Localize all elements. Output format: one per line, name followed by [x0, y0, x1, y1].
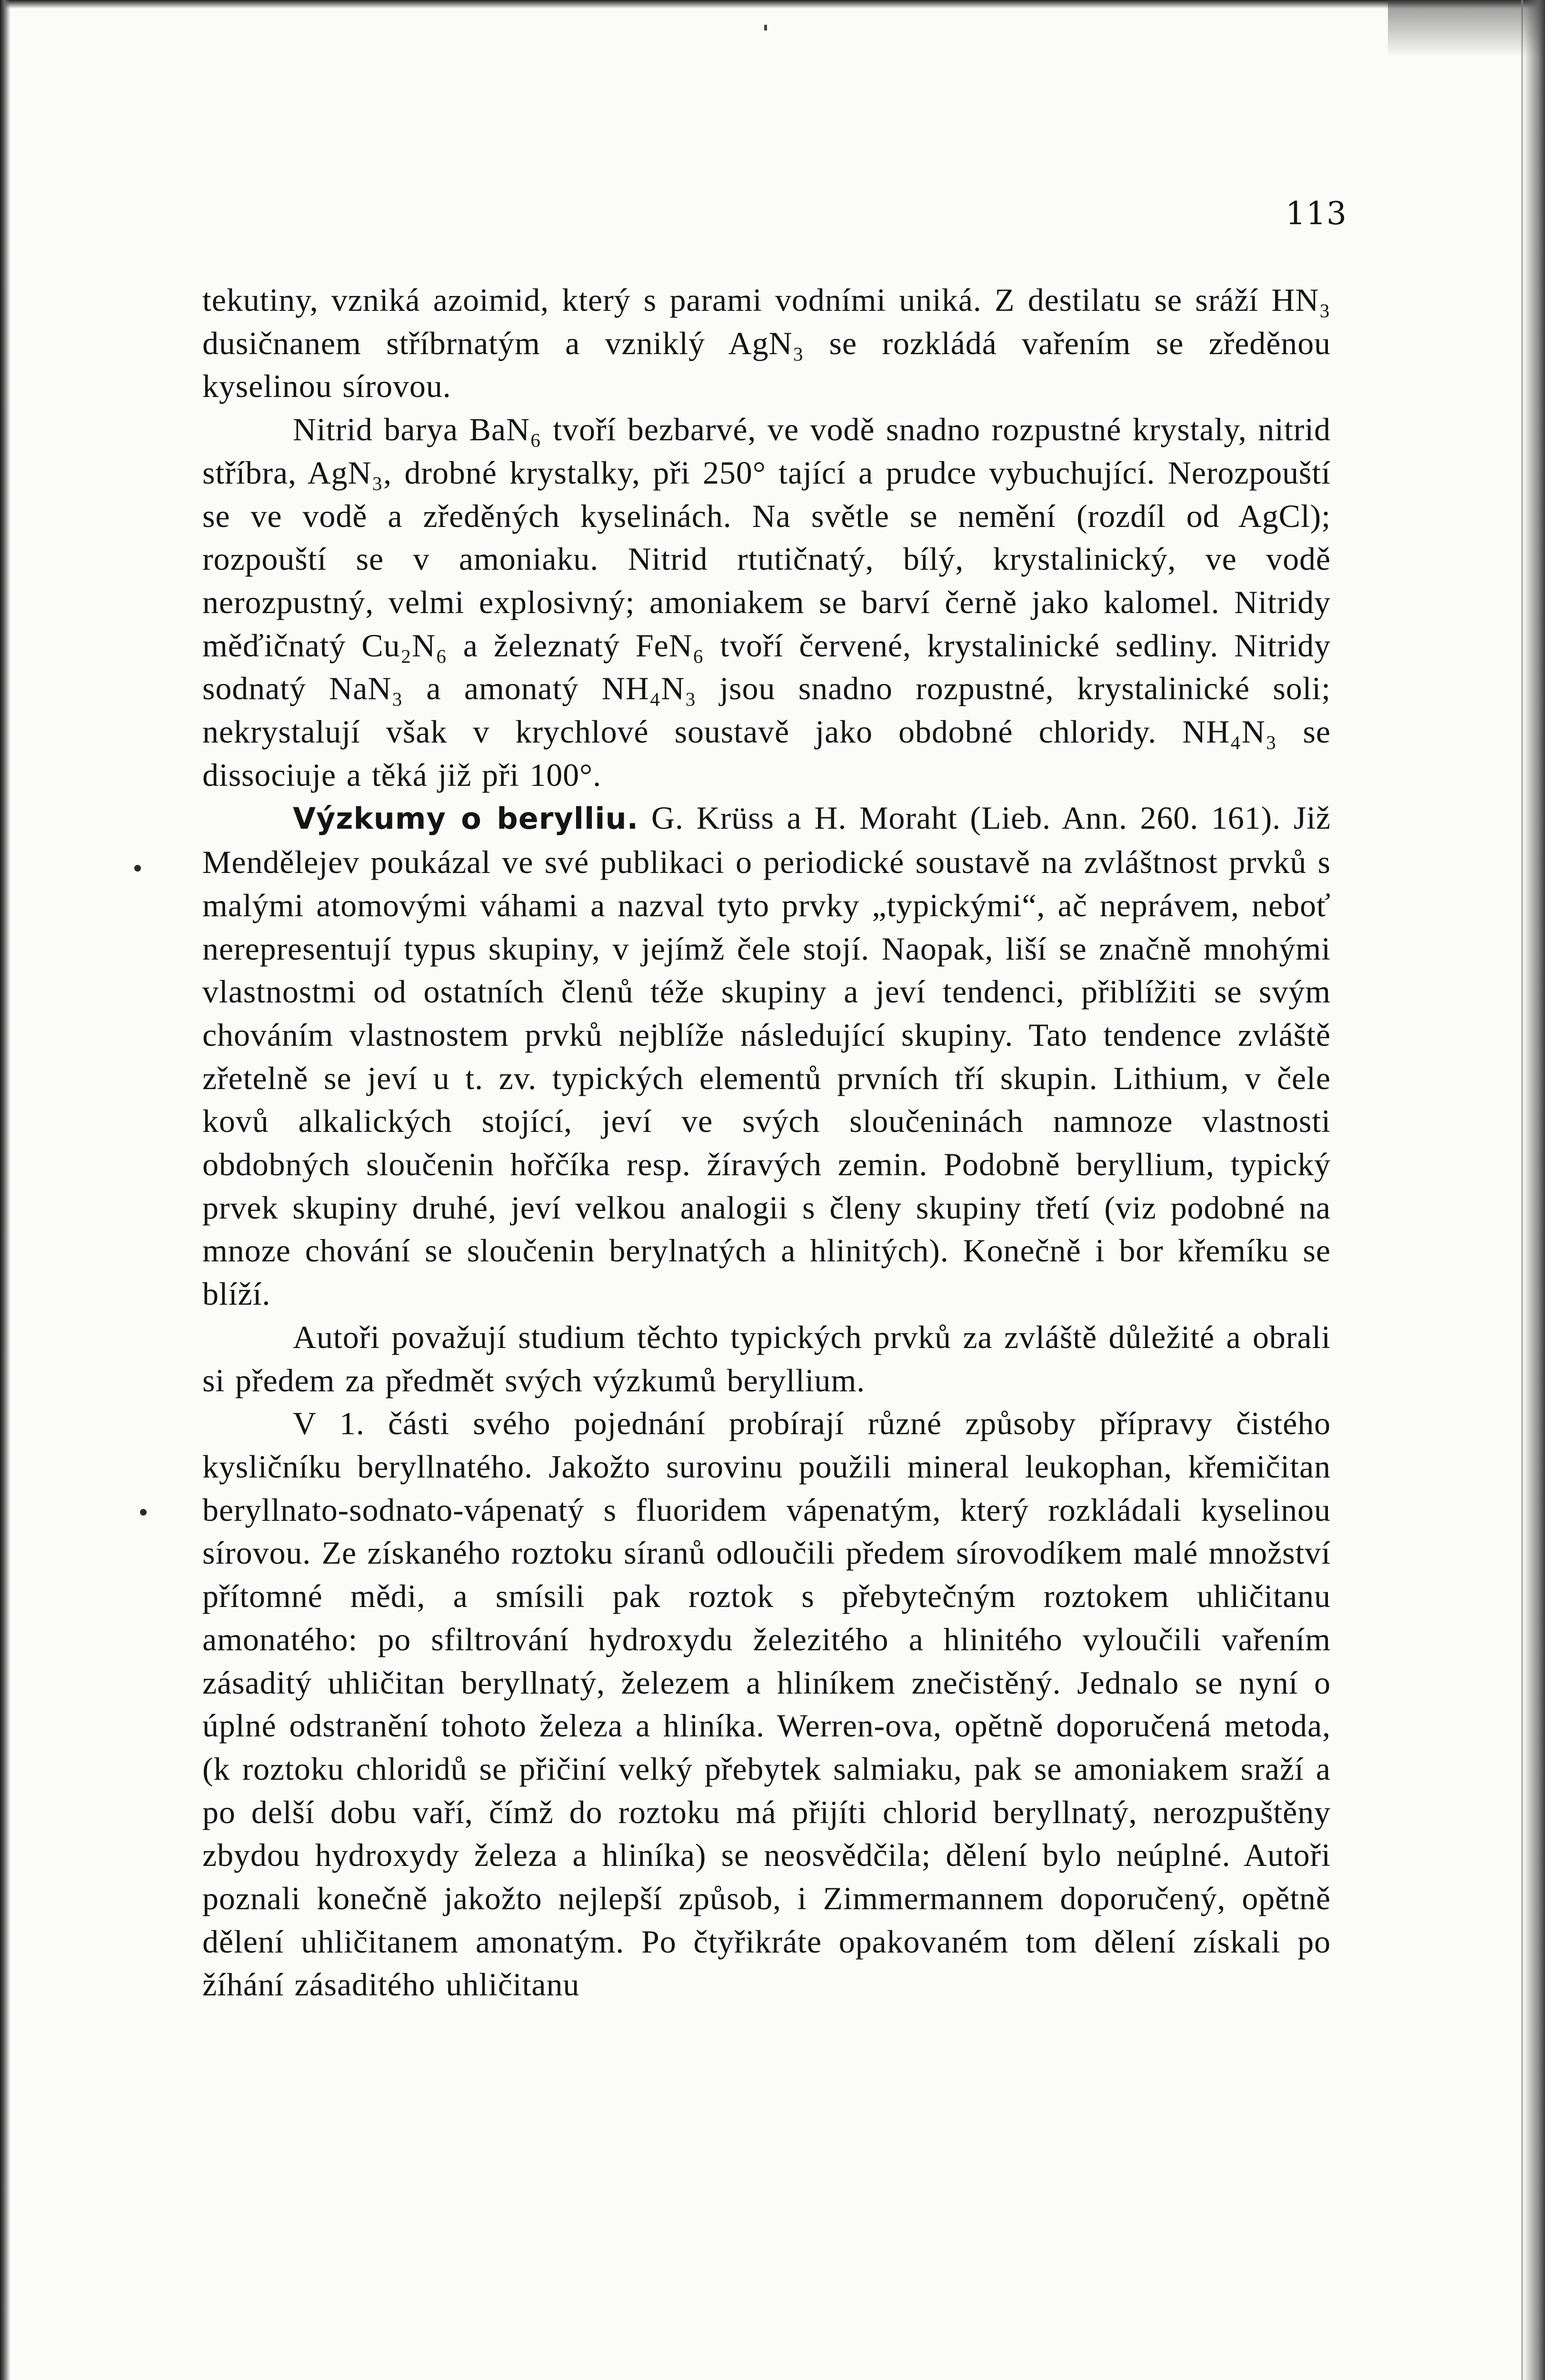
page-edge-right [1523, 0, 1545, 2380]
margin-mark [134, 865, 141, 872]
scan-speck [764, 25, 767, 30]
paragraph-preparation: V 1. části svého pojednání probírají různé způsoby přípravy čistého kysličníku beryllnatého. Jakožto surovinu použili mineral leukophan, křemičitan beryllnato-sodnato-vápenatý s fluoridem vápenatým, který rozkládali kyselinou sírovou. Ze získaného roztoku síranů odloučili předem sírovodíkem malé množství přítomné mědi, a smísili pak roztok s přebytečným roztokem uhličitanu amonatého: po sfiltrování hydroxydu železitého a hlinitého vyloučili vařením zásaditý uhličitan beryllnatý, železem a hliníkem znečistěný. Jednalo se nyní o úplné odstranění tohoto železa a hliníka. Werren-ova, opětně doporučená metoda, (k roztoku chloridů se přičiní velký přebytek salmiaku, pak se amoniakem sraží a po delší dobu vaří, čímž do roztoku má přijíti chlorid beryllnatý, nerozpuštěny zbydou hydroxydy železa a hliníka) se neosvědčila; dělení bylo neúplné. Autoři poznali konečně jakožto nejlepší způsob, i Zimmermannem doporučený, opětně dělení uhličitanem amonatým. Po čtyřikráte opakovaném tom dělení získali po žíhání zásaditého uhličitanu [202, 1405, 1331, 2003]
page-edge-left [0, 0, 10, 2380]
page-number: 113 [1286, 195, 1347, 232]
section-heading: Výzkumy o berylliu. [293, 801, 639, 836]
page-corner-shadow [1388, 0, 1545, 57]
paragraph-text: G. Krüss a H. Moraht (Lieb. Ann. 260. 161). Již Mendělejev poukázal ve své publikaci o periodické soustavě na zvláštnost prvků s malými atomovými váhami a nazval tyto prvky „typickými“, ač neprávem, neboť nerepresentují typus skupiny, v jejímž čele stojí. Naopak, liší se značně mnohými vlastnostmi od ostatních členů téže skupiny a jeví tendenci, přiblížiti se svým chováním vlastnostem prvků nejblíže následující skupiny. Tato tendence zvláště zřetelně se jeví u t. zv. typických elementů prvních tří skupin. Lithium, v čele kovů alkalických stojící, jeví ve svých sloučeninách namnoze vlastnosti obdobných sloučenin hořčíka resp. žíravých zemin. Podobně beryllium, typický prvek skupiny druhé, jeví velkou analogii s členy skupiny třetí (viz podobné na mnoze chování se sloučenin berylnatých a hlinitých). Konečně i bor křemíku se blíží. [202, 800, 1331, 1312]
page-edge-top [0, 0, 1545, 9]
paragraph-continuation: tekutiny, vzniká azoimid, který s parami vodními uniká. Z destilatu se sráží HN₃ dusičnanem stříbrnatým a vzniklý AgN₃ se rozkládá vařením se zředěnou kyselinou sírovou. [202, 282, 1331, 405]
paragraph-nitrides: Nitrid barya BaN₆ tvoří bezbarvé, ve vodě snadno rozpustné krystaly, nitrid stříbra, AgN₃, drobné krystalky, při 250° tající a prudce vybuchující. Nerozpouští se ve vodě a zředěných kyselinách. Na světle se nemění (rozdíl od AgCl); rozpouští se v amoniaku. Nitrid rtutičnatý, bílý, krystalinický, ve vodě nerozpustný, velmi explosivný; amoniakem se barví černě jako kalomel. Nitridy měďičnatý Cu₂N₆ a železnatý FeN₆ tvoří červené, krystalinické sedliny. Nitridy sodnatý NaN₃ a amonatý NH₄N₃ jsou snadno rozpustné, krystalinické soli; nekrystalují však v krychlové soustavě jako obdobné chloridy. NH₄N₃ se dissociuje a těká již při 100°. [202, 411, 1331, 793]
body-text [202, 278, 1331, 2006]
paragraph-authors: Autoři považují studium těchto typických prvků za zvláště důležité a obrali si předem za předmět svých výzkumů beryllium. [202, 1319, 1331, 1398]
margin-mark [140, 1509, 147, 1516]
paragraph-beryllium-research [202, 796, 1331, 1315]
